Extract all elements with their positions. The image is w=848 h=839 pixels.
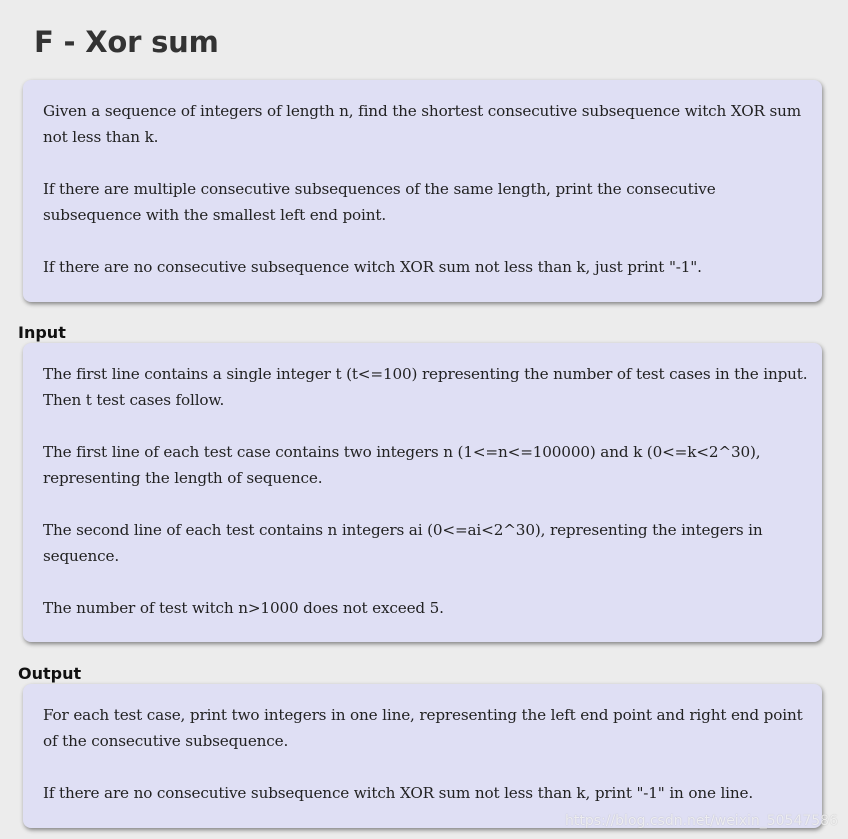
input-paragraph: The second line of each test contains n integers ai (0<=ai<2^30), representing the integers in sequence. (43, 521, 763, 565)
input-paragraph: The first line of each test case contains two integers n (1<=n<=100000) and k (0<=k<2^30), representing the length of sequence. (43, 443, 761, 487)
input-section-label: Input (18, 323, 66, 342)
description-paragraph: Given a sequence of integers of length n, find the shortest consecutive subsequence witch XOR sum not less than k. (43, 102, 802, 146)
description-paragraph: If there are no consecutive subsequence witch XOR sum not less than k, just print "-1". (43, 258, 702, 276)
description-paragraph: If there are multiple consecutive subsequences of the same length, print the consecutive subsequence with the smallest left end point. (43, 180, 716, 224)
output-section-label: Output (18, 664, 82, 683)
output-paragraph: For each test case, print two integers in one line, representing the left end point and right end point of the consecutive subsequence. (43, 706, 803, 750)
problem-title: F - Xor sum (34, 25, 219, 59)
watermark-text: https://blog.csdn.net/weixin_50547586 (564, 813, 838, 829)
input-paragraph: The number of test witch n>1000 does not exceed 5. (43, 599, 444, 617)
output-panel (23, 684, 822, 828)
input-panel (23, 343, 822, 642)
output-paragraph: If there are no consecutive subsequence witch XOR sum not less than k, print "-1" in one line. (43, 784, 754, 802)
input-paragraph: The first line contains a single integer t (t<=100) representing the number of test cases in the input. Then t test cases follow. (43, 365, 808, 409)
description-panel (23, 80, 822, 302)
